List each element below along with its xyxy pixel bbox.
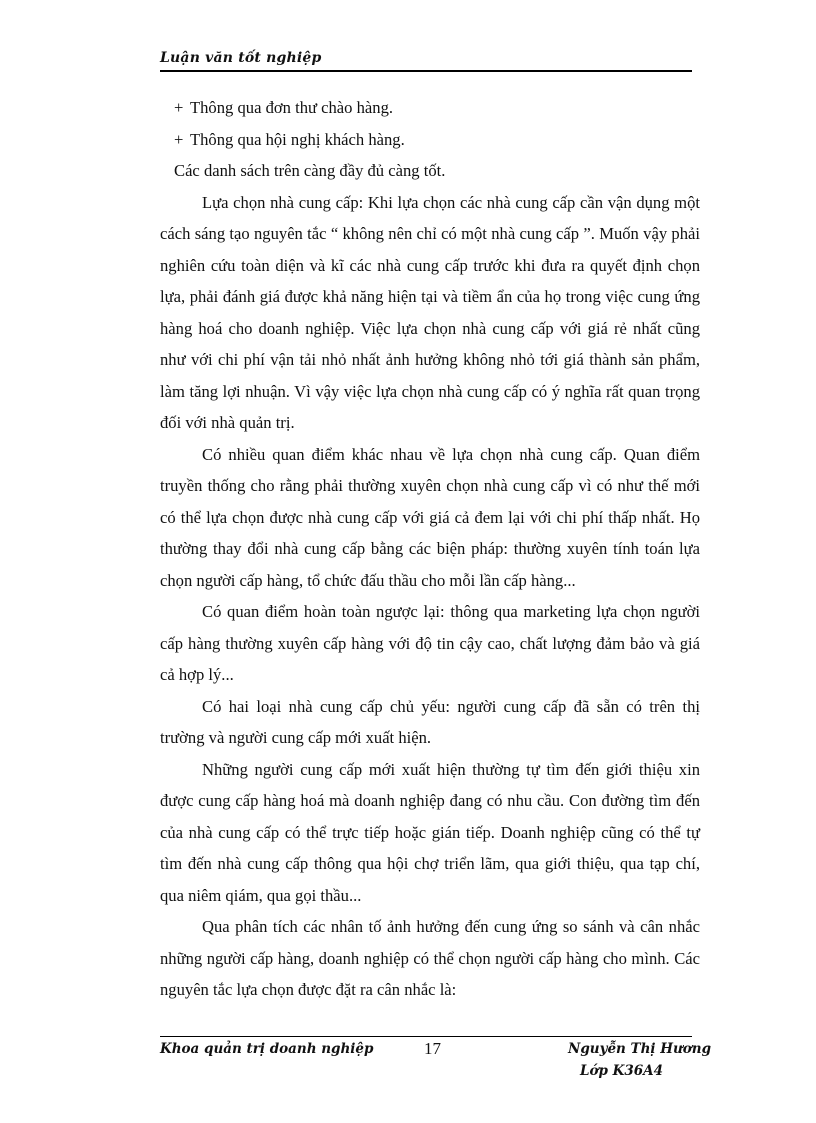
bullet-text: Thông qua hội nghị khách hàng.: [190, 129, 405, 149]
paragraph-supplier-types: Có hai loại nhà cung cấp chủ yếu: người cung cấp đã sẵn có trên thị trường và người cung cấp mới xuất hiện.: [160, 696, 700, 747]
paragraph-supplier-selection: Lựa chọn nhà cung cấp: Khi lựa chọn các nhà cung cấp cần vận dụng một cách sáng tạo nguyên tắc “ không nên chỉ có một nhà cung cấp ”. Muốn vậy phải nghiên cứu toàn diện và kĩ các nhà cung cấp trước khi đưa ra quyết định chọn lựa, phải đánh giá được khả năng hiện tại và tiềm ẩn của họ trong việc cung ứng hàng hoá cho doanh nghiệp. Việc lựa chọn nhà cung cấp với giá rẻ nhất cũng như với chi phí vận tải nhỏ nhất ảnh hưởng không nhỏ tới giá thành sản phẩm, làm tăng lợi nhuận. Vì vậy việc lựa chọn nhà cung cấp có ý nghĩa rất quan trọng đối với nhà quản trị.: [160, 192, 700, 432]
header-divider: [160, 70, 692, 72]
page-number: 17: [424, 1039, 441, 1058]
footer-divider: [160, 1036, 692, 1037]
footer-faculty: Khoa quản trị doanh nghiệp: [160, 1041, 374, 1057]
bullet-text: Thông qua đơn thư chào hàng.: [190, 98, 394, 117]
bullet-item: [160, 124, 700, 156]
summary-line: Các danh sách trên càng đầy đủ càng tốt.: [174, 161, 446, 180]
bullet-mark: +: [174, 129, 184, 149]
bullet-mark: +: [174, 98, 184, 117]
body-text: [160, 92, 700, 1006]
header-title: Luận văn tốt nghiệp: [160, 50, 322, 66]
paragraph-viewpoints: Có nhiều quan điểm khác nhau về lựa chọn nhà cung cấp. Quan điểm truyền thống cho rằng phải thường xuyên chọn nhà cung cấp vì có như thế mới có thể lựa chọn được nhà cung cấp với giá cả đem lại với chi phí thấp nhất. Họ thường thay đổi nhà cung cấp bằng các biện pháp: thường xuyên tính toán lựa chọn người cấp hàng, tổ chức đấu thầu cho mỗi lần cấp hàng...: [160, 444, 700, 590]
paragraph-opposite-view: Có quan điểm hoàn toàn ngược lại: thông qua marketing lựa chọn người cấp hàng thường xuyên cấp hàng với độ tin cậy cao, chất lượng đảm bảo và giá cả hợp lý...: [160, 602, 700, 684]
footer-author: Nguyễn Thị Hương: [568, 1041, 712, 1057]
footer-class: Lớp K36A4: [580, 1063, 664, 1079]
paragraph-new-suppliers: Những người cung cấp mới xuất hiện thường tự tìm đến giới thiệu xin được cung cấp hàng hoá mà doanh nghiệp đang có nhu cầu. Con đường tìm đến của nhà cung cấp có thể trực tiếp hoặc gián tiếp. Doanh nghiệp cũng có thể tự tìm đến nhà cung cấp thông qua hội chợ triển lãm, qua giới thiệu, qua tạp chí, qua niêm qiám, qua gọi thầu...: [160, 759, 700, 905]
paragraph-selection-principles: Qua phân tích các nhân tố ảnh hưởng đến cung ứng so sánh và cân nhắc những người cấp hàng, doanh nghiệp có thể chọn người cấp hàng cho mình. Các nguyên tắc lựa chọn được đặt ra cân nhắc là:: [160, 917, 700, 999]
bullet-item: [160, 92, 700, 124]
